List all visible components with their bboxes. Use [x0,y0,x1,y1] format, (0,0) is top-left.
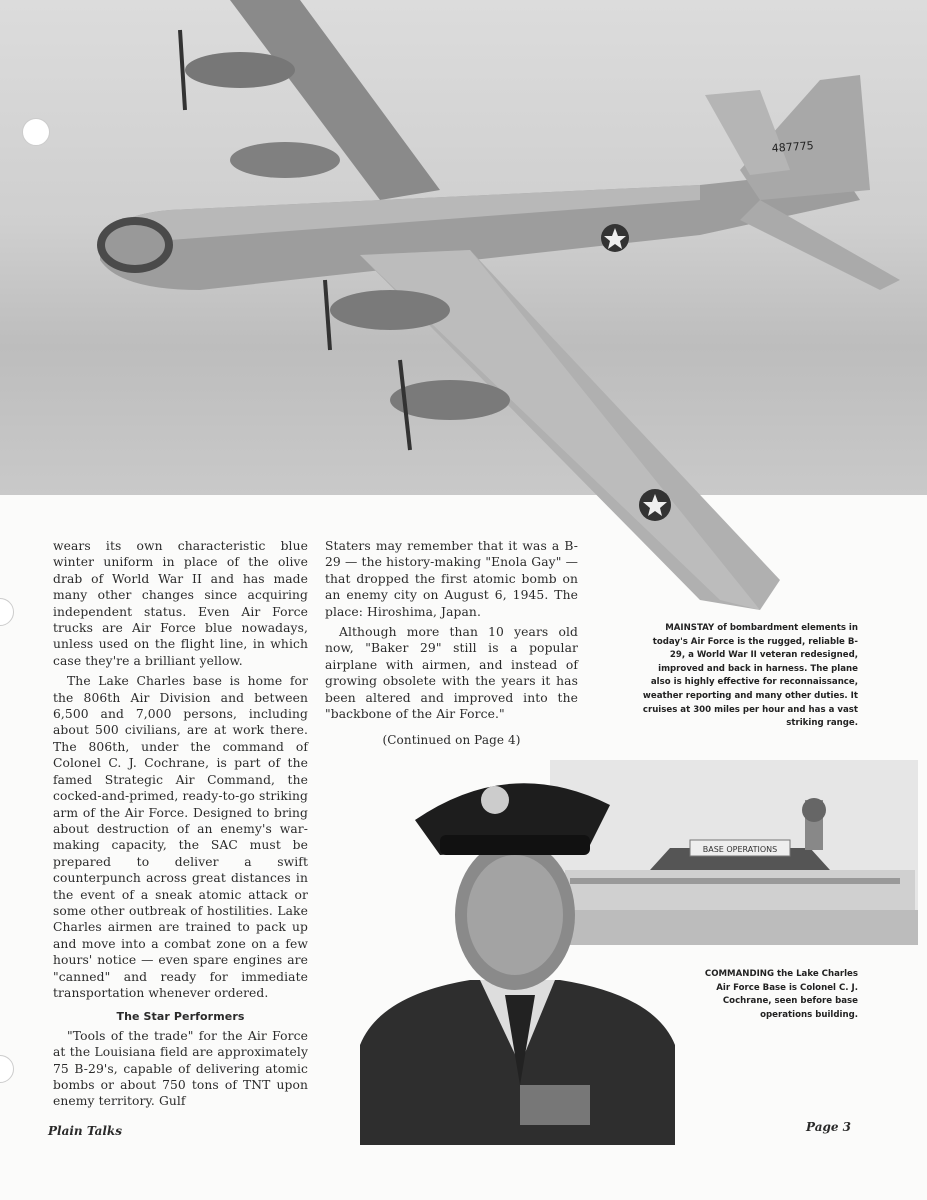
article-column-1 [53,538,308,1110]
continued-note: (Continued on Page 4) [382,733,521,748]
paragraph: Although more than 10 years old now, "Baker 29" still is a popular airplane with airmen, and instead of growing obsolete with the years it has been altered and improved into the "backbone of the Air Force." [325,625,578,722]
base-sign: BASE OPERATIONS [702,845,778,854]
colonel-portrait [360,765,675,1145]
publication-name: Plain Talks [48,1124,123,1138]
paragraph: The Lake Charles base is home for the 806th Air Division and between 6,500 and 7,000 persons, including about 500 civilians, are at work there. The 806th, under the command of Colonel C. J. Cochrane, is part of the famed Strategic Air Command, the cocked-and-primed, ready-to-go striking arm of the Air Force. Designed to bring about destruction of an enemy's war-making capacity, the SAC must be prepared to deliver a swift counterpunch across great distances in the event of a sneak atomic attack or some other outbreak of hostilities. Lake Charles airmen are trained to pack up and move into a combat zone on a few hours' notice — even spare engines are "canned" and ready for immediate transportation whenever ordered. [53,674,308,1000]
tail-number: 487775 [771,139,815,155]
paragraph: Staters may remember that it was a B-29 — the history-making "Enola Gay" — that dropped the first atomic bomb on an enemy city on August 6, 1945. The place: Hiroshima, Japan. [325,539,578,619]
article-column-2 [325,538,578,749]
page-number: Page 3 [806,1120,852,1134]
binder-hole [0,1055,14,1083]
plane-caption: MAINSTAY of bombardment elements in today's Air Force is the rugged, reliable B-29, a World War II veteran redesigned, improved and back in harness. The plane also is highly effective for reconnaissance, weather reporting and many other duties. It cruises at 300 miles per hour and has a vast striking range. [642,623,858,729]
paragraph: "Tools of the trade" for the Air Force at the Louisiana field are approximately 75 B-29's, capable of delivering atomic bombs or about 750 tons of TNT upon enemy territory. Gulf [53,1028,308,1109]
commander-caption: COMMANDING the Lake Charles Air Force Base is Colonel C. J. Cochrane, seen before base operations building. [704,969,858,1020]
subheading: The Star Performers [116,1010,245,1024]
binder-hole [22,118,50,146]
paragraph: wears its own characteristic blue winter uniform in place of the olive drab of World War II and has made many other changes since acquiring independent status. Even Air Force trucks are Air Force blue nowadays, unless used on the flight line, in which case they're a brilliant yellow. [53,539,308,668]
